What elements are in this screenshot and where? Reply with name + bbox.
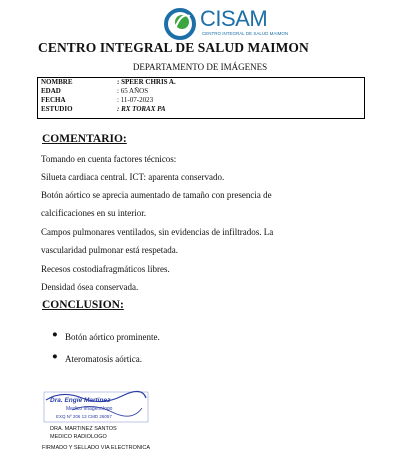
patient-row-edad: [41, 87, 361, 96]
logo-brand: CISAM: [200, 6, 268, 31]
cisam-logo: [160, 4, 289, 44]
logo-emblem-icon: [160, 4, 200, 42]
comentario-line: Densidad ósea conservada.: [41, 282, 139, 292]
comentario-line: Botón aórtico se aprecia aumentado de tamaño con presencia de: [41, 190, 272, 200]
signature-role: MEDICO RADIOLOGO: [50, 434, 107, 440]
comentario-line: calcificaciones en su interior.: [41, 208, 146, 218]
stamp-line: EXQ Nº 206 13 CMD 26057: [56, 414, 112, 419]
comentario-line: Campos pulmonares ventilados, sin evidencias de infiltrados. La: [41, 227, 274, 237]
comentario-line: Recesos costodiafragmáticos libres.: [41, 264, 170, 274]
logo-tagline: CENTRO INTEGRAL DE SALUD MAIMON: [202, 31, 289, 36]
comentario-line: Tomando en cuenta factores técnicos:: [41, 154, 177, 164]
department-label: DEPARTAMENTO DE IMÁGENES: [132, 62, 268, 72]
comentario-heading: COMENTARIO:: [42, 133, 127, 145]
patient-row-estudio: [41, 105, 361, 114]
patient-label: NOMBRE: [41, 78, 73, 86]
patient-value: : RX TORAX PA: [117, 105, 166, 113]
conclusion-heading: CONCLUSION:: [42, 299, 124, 311]
patient-label: ESTUDIO: [41, 105, 73, 113]
stamp-line: Dra. Engie Martinez: [50, 397, 111, 404]
patient-row-fecha: [41, 96, 361, 105]
patient-info-box: [37, 77, 365, 119]
comentario-line: vascularidad pulmonar está respetada.: [41, 245, 178, 255]
conclusion-item: Ateromatosis aórtica.: [65, 354, 142, 364]
signature-name: DRA. MARTINEZ SANTOS: [50, 426, 117, 432]
bullet-icon: ●: [52, 329, 58, 340]
doctor-stamp: [42, 388, 152, 424]
stamp-line: Medico Imagenologo: [66, 406, 113, 412]
patient-row-nombre: [41, 78, 361, 87]
comentario-line: Silueta cardiaca central. ICT: aparenta conservado.: [41, 172, 225, 182]
patient-value: : 65 AÑOS: [117, 87, 149, 95]
patient-value: : 11-07-2023: [117, 96, 154, 104]
signature-note: FIRMADO Y SELLADO VIA ELECTRONICA: [42, 445, 150, 451]
bullet-icon: ●: [52, 351, 58, 362]
patient-label: FECHA: [41, 96, 66, 104]
conclusion-item: Botón aórtico prominente.: [65, 332, 160, 342]
patient-value: : SPEER CHRIS A.: [117, 78, 176, 86]
patient-label: EDAD: [41, 87, 61, 95]
page-title: CENTRO INTEGRAL DE SALUD MAIMON: [38, 40, 309, 55]
